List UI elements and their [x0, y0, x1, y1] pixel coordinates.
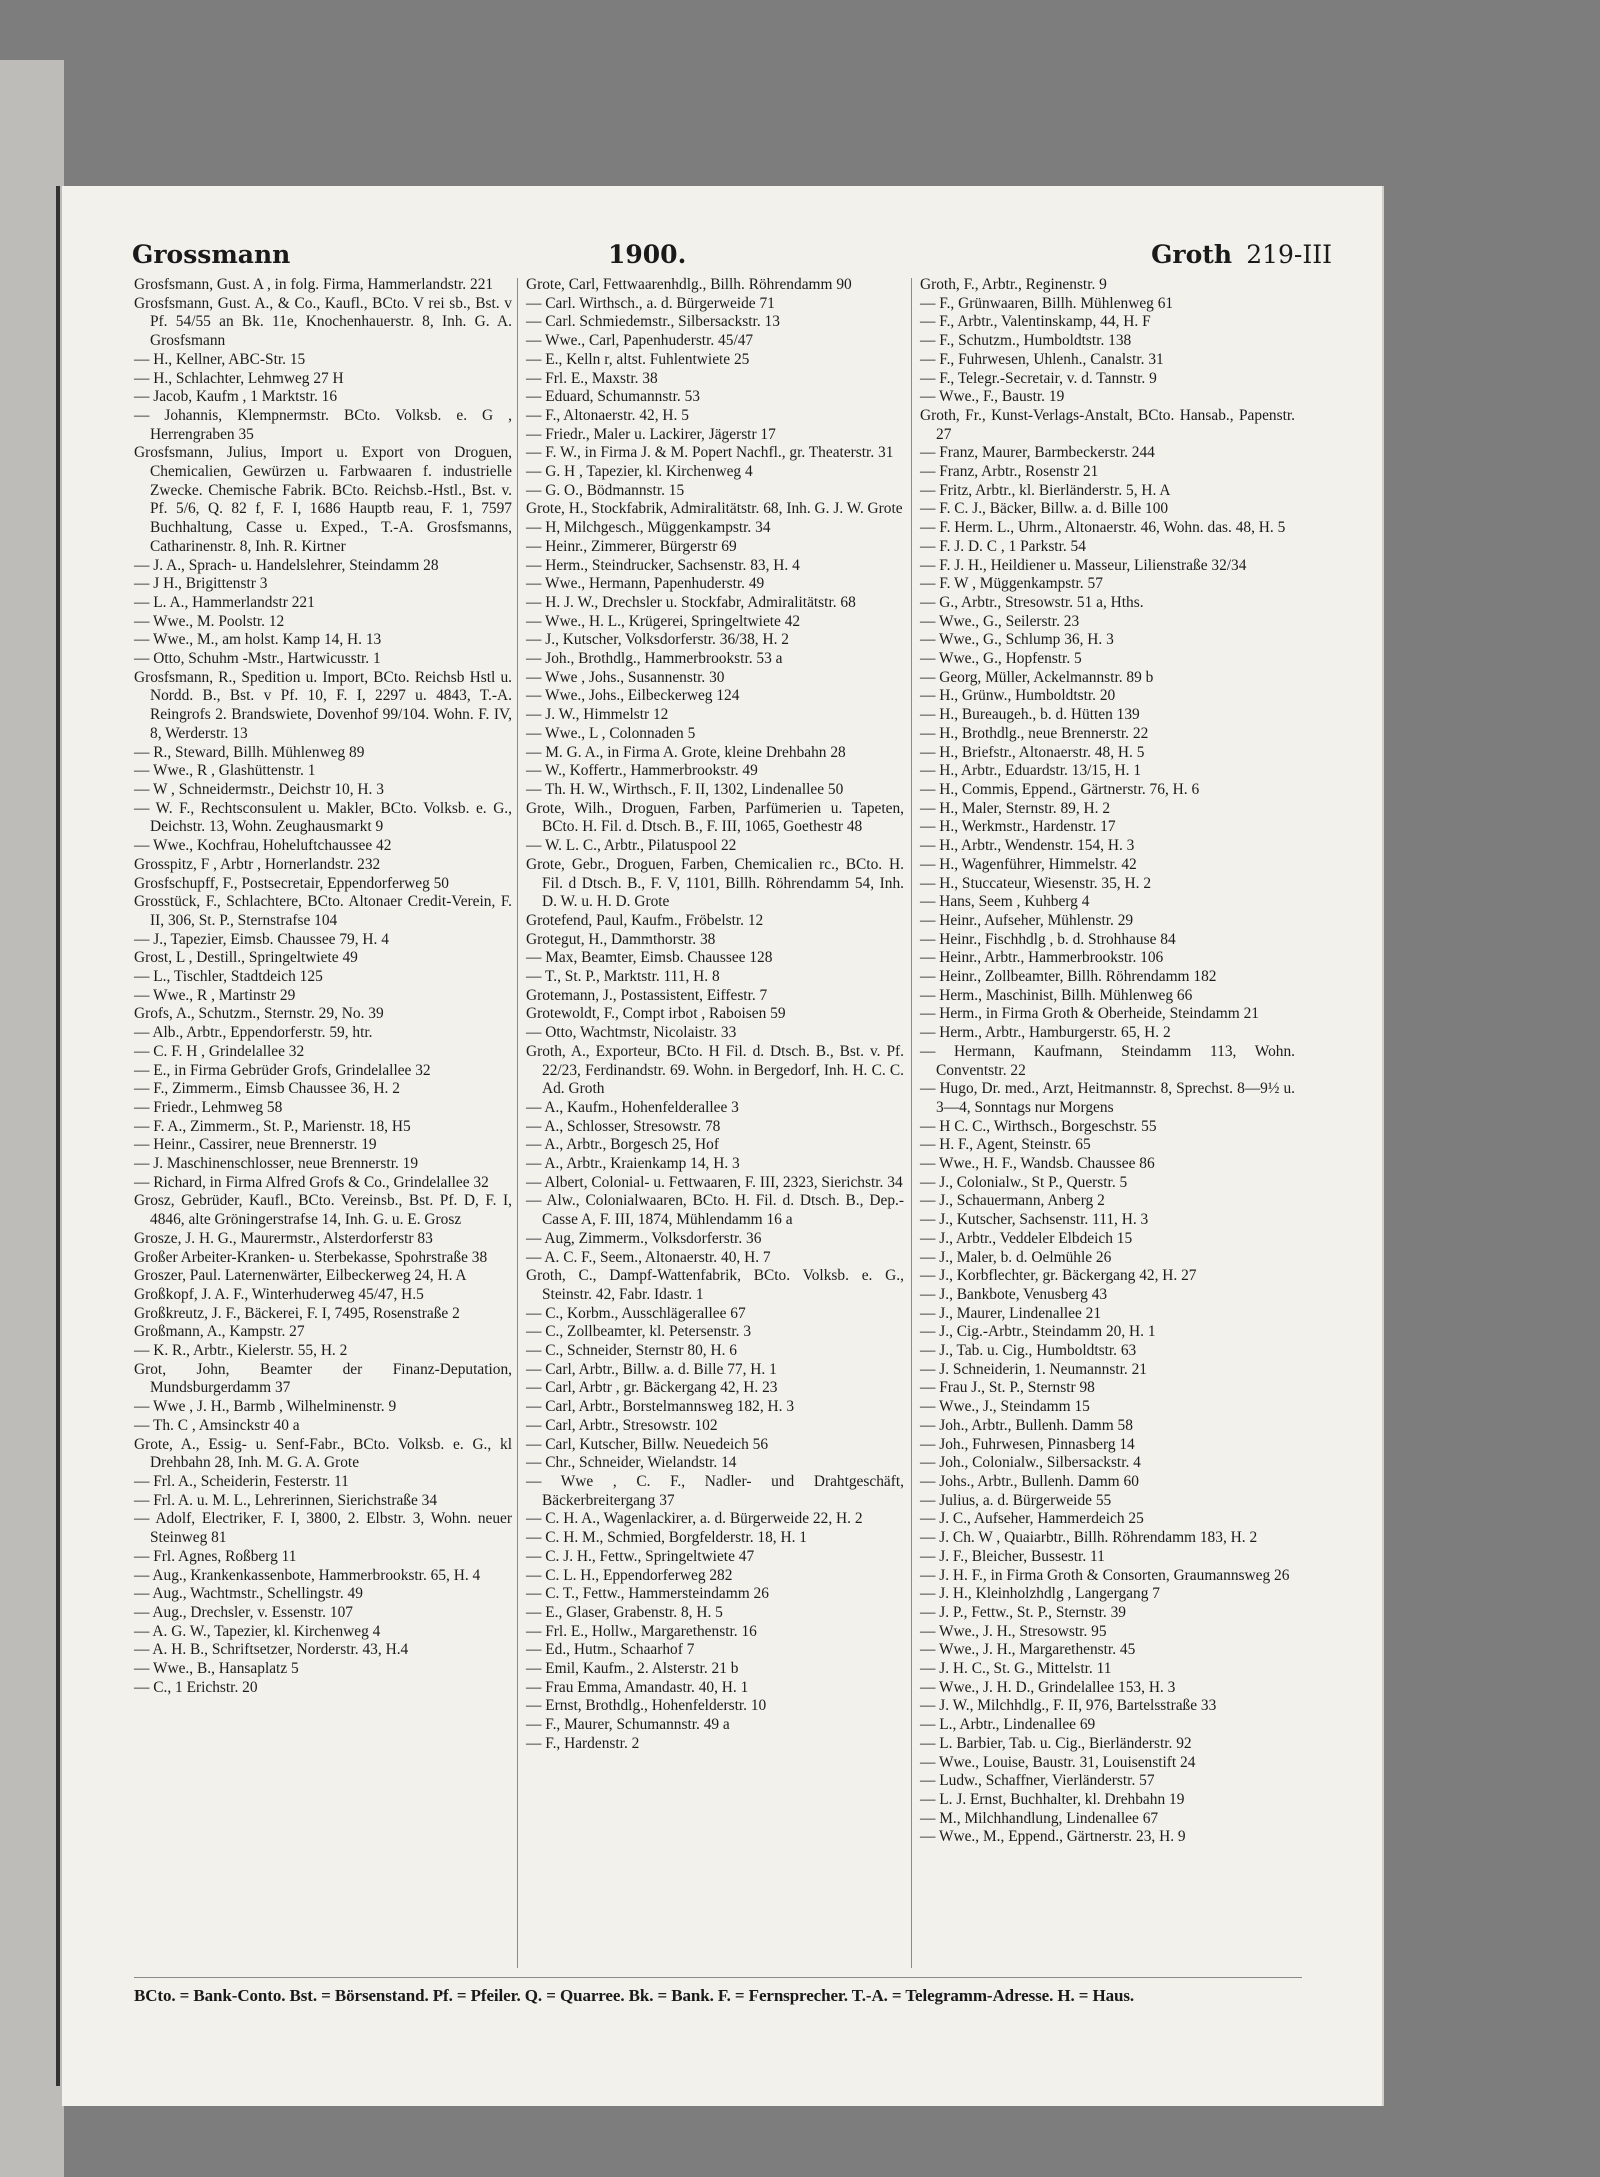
- directory-entry: — C. F. H , Grindelallee 32: [134, 1042, 305, 1060]
- directory-entry: — Frau J., St. P., Sternstr 98: [920, 1379, 1095, 1397]
- directory-entry: Grotewoldt, F., Compt irbot , Raboisen 59: [526, 1005, 786, 1023]
- directory-entry: — M. G. A., in Firma A. Grote, kleine Drehbahn 28: [526, 743, 846, 761]
- directory-entry: — T., St. P., Marktstr. 111, H. 8: [526, 968, 720, 986]
- directory-entry: — Eduard, Schumannstr. 53: [526, 388, 700, 406]
- directory-entry: — Wwe., M., am holst. Kamp 14, H. 13: [134, 631, 382, 649]
- directory-entry: — Ernst, Brothdlg., Hohenfelderstr. 10: [526, 1697, 767, 1715]
- directory-entry: — Aug., Krankenkassenbote, Hammerbrookstr. 65, H. 4: [134, 1566, 481, 1584]
- directory-entry: — Wwe., Hermann, Papenhuderstr. 49: [526, 575, 765, 593]
- directory-entry: — Heinr., Aufseher, Mühlenstr. 29: [920, 911, 1134, 929]
- directory-entry: — L. J. Ernst, Buchhalter, kl. Drehbahn 19: [920, 1790, 1185, 1808]
- directory-entry: — Wwe., Carl, Papenhuderstr. 45/47: [526, 332, 754, 350]
- directory-entry: — Carl, Arbtr , gr. Bäckergang 42, H. 23: [526, 1379, 778, 1397]
- directory-entry: — Alb., Arbtr., Eppendorferstr. 59, htr.: [134, 1024, 373, 1042]
- directory-entry: Großkreutz, J. F., Bäckerei, F. I, 7495, Rosenstraße 2: [134, 1304, 460, 1322]
- directory-entry: — Heinr., Zollbeamter, Billh. Röhrendamm 182: [920, 968, 1217, 986]
- directory-entry: — C. T., Fettw., Hammersteindamm 26: [526, 1585, 769, 1603]
- directory-entry: Grot, John, Beamter der Finanz-Deputation, Mundsburgerdamm 37: [134, 1360, 512, 1397]
- directory-entry: — C., 1 Erichstr. 20: [134, 1678, 258, 1696]
- directory-entry: — Wwe., H. L., Krügerei, Springeltwiete 42: [526, 612, 801, 630]
- directory-entry: — Wwe., G., Hopfenstr. 5: [920, 650, 1082, 668]
- directory-entry: — H., Schlachter, Lehmweg 27 H: [134, 369, 344, 387]
- directory-entry: — J. H. F., in Firma Groth & Consorten, Graumannsweg 26: [920, 1566, 1290, 1584]
- directory-entry: — F. J. D. C , 1 Parkstr. 54: [920, 537, 1086, 555]
- directory-entry: — C., Schneider, Sternstr 80, H. 6: [526, 1342, 737, 1360]
- directory-entry: — Johs., Arbtr., Bullenh. Damm 60: [920, 1473, 1139, 1490]
- directory-entry: — J., Korbflechter, gr. Bäckergang 42, H. 27: [920, 1267, 1197, 1285]
- directory-entry: — J. Schneiderin, 1. Neumannstr. 21: [920, 1360, 1147, 1378]
- directory-entry: — Jacob, Kaufm , 1 Marktstr. 16: [134, 388, 338, 406]
- directory-entry: — L., Tischler, Stadtdeich 125: [134, 968, 323, 986]
- column-2: [526, 276, 904, 1754]
- directory-entry: — A., Kaufm., Hohenfelderallee 3: [526, 1098, 739, 1116]
- directory-entry: — L. Barbier, Tab. u. Cig., Bierländerstr. 92: [920, 1734, 1192, 1752]
- directory-entry: — Ed., Hutm., Schaarhof 7: [526, 1641, 695, 1659]
- directory-entry: — L. A., Hammerlandstr 221: [134, 593, 315, 611]
- directory-entry: Groth, C., Dampf-Wattenfabrik, BCto. Volksb. e. G., Steinstr. 42, Fabr. Idastr. 1: [526, 1267, 904, 1303]
- directory-entry: — Max, Beamter, Eimsb. Chaussee 128: [526, 949, 773, 967]
- directory-entry: — J. H. C., St. G., Mittelstr. 11: [920, 1660, 1112, 1678]
- directory-entry: — F., Telegr.-Secretair, v. d. Tannstr. 9: [920, 369, 1157, 387]
- directory-entry: — J., Colonialw., St P., Querstr. 5: [920, 1173, 1128, 1191]
- directory-entry: — Joh., Fuhrwesen, Pinnasberg 14: [920, 1435, 1135, 1453]
- directory-entry: — Carl. Wirthsch., a. d. Bürgerweide 71: [526, 294, 775, 312]
- directory-entry: — J. W., Himmelstr 12: [526, 706, 669, 724]
- page-number: 219-III: [1246, 240, 1332, 269]
- directory-entry: — Frau Emma, Amandastr. 40, H. 1: [526, 1678, 749, 1696]
- directory-entry: — C. J. H., Fettw., Springeltwiete 47: [526, 1547, 755, 1565]
- directory-entry: Großer Arbeiter-Kranken- u. Sterbekasse, Spohrstraße 38: [134, 1248, 488, 1266]
- directory-entry: — F. C. J., Bäcker, Billw. a. d. Bille 100: [920, 500, 1169, 518]
- directory-entry: — Alw., Colonialwaaren, BCto. H. Fil. d. Dtsch. B., Dep.-Casse A, F. III, 1874, Mühlendamm 16 a: [526, 1192, 904, 1229]
- directory-entry: — Wwe , C. F., Nadler- und Drahtgeschäft, Bäckerbreitergang 37: [526, 1473, 904, 1509]
- directory-entry: — H., Werkmstr., Hardenstr. 17: [920, 818, 1116, 836]
- binding-shadow: [56, 186, 60, 2086]
- directory-entry: — Heinr., Arbtr., Hammerbrookstr. 106: [920, 949, 1164, 967]
- directory-entry: — H. J. W., Drechsler u. Stockfabr, Admiralitätstr. 68: [526, 593, 856, 611]
- directory-entry: — J., Schauermann, Anberg 2: [920, 1192, 1105, 1210]
- directory-entry: — Wwe., J., Steindamm 15: [920, 1398, 1090, 1416]
- directory-entry: — Emil, Kaufm., 2. Alsterstr. 21 b: [526, 1660, 739, 1678]
- directory-entry: — J., Kutscher, Volksdorferstr. 36/38, H. 2: [526, 631, 790, 649]
- directory-entry: — Wwe., J. H. D., Grindelallee 153, H. 3: [920, 1678, 1176, 1696]
- directory-entry: — F. Herm. L., Uhrm., Altonaerstr. 46, Wohn. das. 48, H. 5: [920, 519, 1286, 537]
- directory-entry: Grosfsmann, Gust. A., & Co., Kaufl., BCto. V rei sb., Bst. v Pf. 54/55 an Bk. 11e, Knochenhauerstr. 8, Inh. G. A. Grosfsmann: [134, 294, 512, 350]
- directory-entry: — Franz, Arbtr., Rosenstr 21: [920, 463, 1099, 481]
- directory-entry: — Wwe., L , Colonnaden 5: [526, 724, 696, 742]
- running-head-right: Groth: [1151, 240, 1232, 269]
- directory-entry: — Wwe , Johs., Susannenstr. 30: [526, 668, 725, 686]
- directory-entry: — Aug., Wachtmstr., Schellingstr. 49: [134, 1585, 363, 1603]
- directory-entry: — G. H , Tapezier, kl. Kirchenweg 4: [526, 463, 753, 481]
- directory-entry: — L., Arbtr., Lindenallee 69: [920, 1716, 1096, 1734]
- directory-entry: — F., Maurer, Schumannstr. 49 a: [526, 1716, 730, 1734]
- directory-entry: — Aug., Drechsler, v. Essenstr. 107: [134, 1603, 353, 1621]
- directory-entry: — H., Brothdlg., neue Brennerstr. 22: [920, 724, 1149, 742]
- directory-entry: — Georg, Müller, Ackelmannstr. 89 b: [920, 668, 1154, 686]
- directory-entry: Groth, Fr., Kunst-Verlags-Anstalt, BCto. Hansab., Papenstr. 27: [920, 406, 1295, 443]
- directory-entry: — Wwe., G., Seilerstr. 23: [920, 612, 1080, 630]
- directory-entry: — F. J. H., Heildiener u. Masseur, Lilienstraße 32/34: [920, 556, 1247, 574]
- directory-entry: — H., Kellner, ABC-Str. 15: [134, 350, 306, 368]
- directory-entry: — Wwe., M. Poolstr. 12: [134, 612, 285, 630]
- directory-entry: — J. A., Sprach- u. Handelslehrer, Steindamm 28: [134, 556, 439, 574]
- directory-entry: Grote, Carl, Fettwaarenhdlg., Billh. Röhrendamm 90: [526, 276, 852, 293]
- directory-entry: — Heinr., Fischhdlg , b. d. Strohhause 84: [920, 930, 1176, 948]
- directory-entry: — A., Schlosser, Stresowstr. 78: [526, 1117, 721, 1135]
- directory-entry: — H., Commis, Eppend., Gärtnerstr. 76, H. 6: [920, 780, 1200, 798]
- directory-entry: — H., Arbtr., Eduardstr. 13/15, H. 1: [920, 762, 1142, 780]
- directory-entry: — H., Briefstr., Altonaerstr. 48, H. 5: [920, 743, 1145, 761]
- directory-entry: — C. L. H., Eppendorferweg 282: [526, 1566, 733, 1584]
- directory-entry: — F., Hardenstr. 2: [526, 1734, 640, 1752]
- directory-entry: — E., Kelln r, altst. Fuhlentwiete 25: [526, 350, 750, 368]
- directory-entry: Grosfsmann, R., Spedition u. Import, BCto. Reichsb Hstl u. Nordd. B., Bst. v Pf. 10, F. I, 2297 u. 4843, T.-A. Reingrofs 2. Brandswiete, Dovenhof 99/104. Wohn. F. IV, 8, Werderstr. 13: [134, 668, 512, 742]
- directory-entry: — Joh., Arbtr., Bullenh. Damm 58: [920, 1416, 1133, 1434]
- running-head-year: 1900.: [608, 240, 687, 269]
- directory-entry: Grote, A., Essig- u. Senf-Fabr., BCto. Volksb. e. G., kl Drehbahn 28, Inh. M. G. A. Grote: [134, 1435, 512, 1472]
- directory-entry: — Th. H. W., Wirthsch., F. II, 1302, Lindenallee 50: [526, 780, 844, 798]
- directory-entry: Großmann, A., Kampstr. 27: [134, 1323, 305, 1341]
- directory-entry: Grosstück, F., Schlachtere, BCto. Altonaer Credit-Verein, F. II, 306, St. P., Sternstrafse 104: [134, 893, 512, 929]
- directory-entry: — Carl, Arbtr., Borstelmannsweg 182, H. 3: [526, 1398, 795, 1416]
- directory-entry: — F. W., in Firma J. & M. Popert Nachfl., gr. Theaterstr. 31: [526, 444, 894, 462]
- directory-entry: — Joh., Colonialw., Silbersackstr. 4: [920, 1454, 1141, 1472]
- directory-entry: — M., Milchhandlung, Lindenallee 67: [920, 1809, 1159, 1827]
- directory-entry: Grosfsmann, Julius, Import u. Export von Droguen, Chemicalien, Gewürzen u. Farbwaaren f. industrielle Zwecke. Chemische Fabrik. BCto. Reichsb.-Hstl., Bst. v. Pf. 5/6, Q. 82 f, F. I, 1686 Hauptb reau, F. 1, 7597 Buchhaltung, Casse u. Exped., T.-A. Grosfsmanns, Catharinenstr. 8, Inh. R. Kirtner: [134, 444, 512, 555]
- directory-entry: — W. F., Rechtsconsulent u. Makler, BCto. Volksb. e. G., Deichstr. 13, Wohn. Zeughausmarkt 9: [134, 799, 512, 836]
- directory-entry: — Wwe., F., Baustr. 19: [920, 388, 1065, 406]
- directory-entry: — E., in Firma Gebrüder Grofs, Grindelallee 32: [134, 1061, 431, 1079]
- directory-entry: — Wwe., Johs., Eilbeckerweg 124: [526, 687, 740, 705]
- directory-entry: — H, Milchgesch., Müggenkampstr. 34: [526, 519, 771, 537]
- directory-entry: — C. H. A., Wagenlackirer, a. d. Bürgerweide 22, H. 2: [526, 1510, 863, 1528]
- directory-entry: Grosz, Gebrüder, Kaufl., BCto. Vereinsb., Bst. Pf. D, F. I, 4846, alte Gröningerstrafse 14, Inh. G. u. E. Grosz: [134, 1192, 512, 1229]
- directory-entry: — J., Kutscher, Sachsenstr. 111, H. 3: [920, 1211, 1149, 1229]
- directory-entry: — J. Ch. W , Quaiarbtr., Billh. Röhrendamm 183, H. 2: [920, 1529, 1258, 1547]
- directory-entry: — W. L. C., Arbtr., Pilatuspool 22: [526, 837, 737, 855]
- directory-entry: Groszer, Paul. Laternenwärter, Eilbeckerweg 24, H. A: [134, 1267, 467, 1285]
- directory-entry: — J. F., Bleicher, Bussestr. 11: [920, 1547, 1105, 1565]
- directory-entry: — Hermann, Kaufmann, Steindamm 113, Wohn. Conventstr. 22: [920, 1042, 1295, 1079]
- directory-entry: — J., Tab. u. Cig., Humboldtstr. 63: [920, 1342, 1137, 1360]
- directory-entry: — H. F., Agent, Steinstr. 65: [920, 1136, 1091, 1154]
- page-header: [132, 240, 1332, 270]
- directory-entry: — J. Maschinenschlosser, neue Brennerstr. 19: [134, 1155, 419, 1173]
- directory-entry: — Johannis, Klempnermstr. BCto. Volksb. e. G , Herrengraben 35: [134, 406, 512, 443]
- directory-entry: — H., Wagenführer, Himmelstr. 42: [920, 855, 1137, 873]
- directory-entry: — Aug, Zimmerm., Volksdorferstr. 36: [526, 1229, 762, 1247]
- column-divider: [517, 278, 518, 1968]
- directory-entry: — Hugo, Dr. med., Arzt, Heitmannstr. 8, Sprechst. 8—9½ u. 3—4, Sonntags nur Morgens: [920, 1080, 1295, 1116]
- directory-entry: — C., Zollbeamter, kl. Petersenstr. 3: [526, 1323, 752, 1341]
- directory-entry: — Wwe., G., Schlump 36, H. 3: [920, 631, 1114, 649]
- directory-entry: Grote, Gebr., Droguen, Farben, Chemicalien rc., BCto. H. Fil. d Dtsch. B., F. V, 1101, Billh. Röhrendamm 54, Inh. D. W. u. H. D. Grote: [526, 855, 904, 911]
- directory-entry: — H., Bureaugeh., b. d. Hütten 139: [920, 706, 1140, 724]
- directory-entry: — Julius, a. d. Bürgerweide 55: [920, 1491, 1112, 1509]
- directory-page: [62, 186, 1382, 2106]
- directory-entry: — Carl, Kutscher, Billw. Neuedeich 56: [526, 1435, 769, 1453]
- directory-entry: — C. H. M., Schmied, Borgfelderstr. 18, H. 1: [526, 1529, 808, 1547]
- directory-entry: — J. W., Milchhdlg., F. II, 976, Bartelsstraße 33: [920, 1697, 1217, 1715]
- directory-entry: — Fritz, Arbtr., kl. Bierländerstr. 5, H. A: [920, 481, 1171, 499]
- directory-entry: — Friedr., Maler u. Lackirer, Jägerstr 17: [526, 425, 776, 443]
- directory-entry: — F., Grünwaaren, Billh. Mühlenweg 61: [920, 294, 1174, 312]
- directory-entry: — J., Cig.-Arbtr., Steindamm 20, H. 1: [920, 1323, 1156, 1341]
- directory-entry: — H C. C., Wirthsch., Borgeschstr. 55: [920, 1117, 1157, 1135]
- directory-entry: — G. O., Bödmannstr. 15: [526, 481, 685, 499]
- directory-entry: — Franz, Maurer, Barmbeckerstr. 244: [920, 444, 1155, 462]
- directory-entry: Grotegut, H., Dammthorstr. 38: [526, 930, 716, 948]
- directory-entry: Grosspitz, F , Arbtr , Hornerlandstr. 232: [134, 855, 381, 873]
- directory-entry: — J., Maler, b. d. Oelmühle 26: [920, 1248, 1112, 1266]
- directory-entry: — Otto, Wachtmstr, Nicolaistr. 33: [526, 1024, 737, 1042]
- directory-entry: — Adolf, Electriker, F. I, 3800, 2. Elbstr. 3, Wohn. neuer Steinweg 81: [134, 1510, 512, 1547]
- directory-entry: — C., Korbm., Ausschlägerallee 67: [526, 1304, 746, 1322]
- directory-entry: — F. A., Zimmerm., St. P., Marienstr. 18, H5: [134, 1117, 411, 1135]
- directory-entry: — J. P., Fettw., St. P., Sternstr. 39: [920, 1603, 1126, 1621]
- directory-entry: — F. W , Müggenkampstr. 57: [920, 575, 1103, 593]
- directory-entry: — F., Arbtr., Valentinskamp, 44, H. F: [920, 313, 1151, 331]
- column-3: [920, 276, 1295, 1847]
- directory-entry: Grotefend, Paul, Kaufm., Fröbelstr. 12: [526, 911, 764, 929]
- directory-entry: — Albert, Colonial- u. Fettwaaren, F. III, 2323, Sierichstr. 34: [526, 1173, 903, 1191]
- directory-entry: — Herm., Arbtr., Hamburgerstr. 65, H. 2: [920, 1024, 1171, 1042]
- directory-entry: — Carl, Arbtr., Stresowstr. 102: [526, 1416, 718, 1434]
- directory-entry: — Wwe., R , Glashüttenstr. 1: [134, 762, 316, 780]
- directory-entry: — A., Arbtr., Kraienkamp 14, H. 3: [526, 1155, 740, 1173]
- directory-entry: — Herm., Maschinist, Billh. Mühlenweg 66: [920, 986, 1193, 1004]
- directory-entry: — J., Maurer, Lindenallee 21: [920, 1304, 1102, 1322]
- directory-entry: — W , Schneidermstr., Deichstr 10, H. 3: [134, 780, 384, 798]
- directory-entry: — F., Zimmerm., Eimsb Chaussee 36, H. 2: [134, 1080, 400, 1098]
- directory-entry: — W., Koffertr., Hammerbrookstr. 49: [526, 762, 758, 780]
- directory-entry: — Herm., Steindrucker, Sachsenstr. 83, H. 4: [526, 556, 800, 574]
- directory-entry: — F., Schutzm., Humboldtstr. 138: [920, 332, 1132, 350]
- left-page-edge: [0, 60, 64, 2177]
- directory-entry: — Carl. Schmiedemstr., Silbersackstr. 13: [526, 313, 780, 331]
- running-head-left: Grossmann: [132, 240, 291, 269]
- directory-entry: — F., Altonaerstr. 42, H. 5: [526, 406, 689, 424]
- directory-entry: — J H., Brigittenstr 3: [134, 575, 268, 593]
- directory-entry: — J., Arbtr., Veddeler Elbdeich 15: [920, 1229, 1133, 1247]
- directory-entry: — E., Glaser, Grabenstr. 8, H. 5: [526, 1603, 723, 1621]
- directory-entry: — Heinr., Zimmerer, Bürgerstr 69: [526, 537, 737, 555]
- column-1: [134, 276, 512, 1697]
- directory-entry: — Richard, in Firma Alfred Grofs & Co., Grindelallee 32: [134, 1173, 489, 1191]
- column-divider: [911, 278, 912, 1968]
- directory-entry: — A. H. B., Schriftsetzer, Norderstr. 43, H.4: [134, 1641, 409, 1659]
- directory-entry: Grost, L , Destill., Springeltwiete 49: [134, 949, 358, 967]
- directory-entry: — Wwe., M., Eppend., Gärtnerstr. 23, H. 9: [920, 1828, 1186, 1846]
- directory-entry: — K. R., Arbtr., Kielerstr. 55, H. 2: [134, 1342, 348, 1360]
- directory-entry: — Carl, Arbtr., Billw. a. d. Bille 77, H. 1: [526, 1360, 777, 1378]
- directory-entry: Groth, A., Exporteur, BCto. H Fil. d. Dtsch. B., Bst. v. Pf. 22/23, Ferdinandstr. 69. Wohn. in Bergedorf, Inh. H. C. C. Ad. Groth: [526, 1042, 904, 1098]
- directory-entry: — Frl. Agnes, Roßberg 11: [134, 1547, 297, 1565]
- directory-entry: — Wwe., J. H., Margarethenstr. 45: [920, 1641, 1136, 1659]
- directory-entry: — Th. C , Amsinckstr 40 a: [134, 1416, 300, 1434]
- directory-entry: — J., Bankbote, Venusberg 43: [920, 1285, 1108, 1303]
- directory-entry: — Wwe , J. H., Barmb , Wilhelminenstr. 9: [134, 1398, 397, 1416]
- directory-entry: — Frl. A., Scheiderin, Festerstr. 11: [134, 1473, 349, 1490]
- directory-entry: — Frl. A. u. M. L., Lehrerinnen, Sierichstraße 34: [134, 1491, 438, 1509]
- directory-entry: Grosfschupff, F., Postsecretair, Eppendorferweg 50: [134, 874, 450, 892]
- directory-entry: — Wwe., B., Hansaplatz 5: [134, 1660, 299, 1678]
- directory-entry: Grosze, J. H. G., Maurermstr., Alsterdorferstr 83: [134, 1229, 433, 1247]
- directory-entry: — H., Arbtr., Wendenstr. 154, H. 3: [920, 837, 1135, 855]
- directory-entry: Großkopf, J. A. F., Winterhuderweg 45/47, H.5: [134, 1285, 424, 1303]
- directory-entry: — J., Tapezier, Eimsb. Chaussee 79, H. 4: [134, 930, 389, 948]
- directory-entry: Grote, Wilh., Droguen, Farben, Parfümerien u. Tapeten, BCto. H. Fil. d. Dtsch. B., F. III, 1065, Goethestr 48: [526, 799, 904, 836]
- directory-entry: — H., Maler, Sternstr. 89, H. 2: [920, 799, 1111, 817]
- directory-entry: — H., Stuccateur, Wiesenstr. 35, H. 2: [920, 874, 1152, 892]
- directory-entry: — H., Grünw., Humboldtstr. 20: [920, 687, 1116, 705]
- directory-entry: Grote, H., Stockfabrik, Admiralitätstr. 68, Inh. G. J. W. Grote: [526, 500, 903, 518]
- directory-entry: — Friedr., Lehmweg 58: [134, 1098, 283, 1116]
- directory-entry: — R., Steward, Billh. Mühlenweg 89: [134, 743, 365, 761]
- directory-entry: — J. C., Aufseher, Hammerdeich 25: [920, 1510, 1144, 1528]
- directory-entry: — Hans, Seem , Kuhberg 4: [920, 893, 1090, 911]
- directory-entry: — A. C. F., Seem., Altonaerstr. 40, H. 7: [526, 1248, 771, 1266]
- directory-entry: Grofs, A., Schutzm., Sternstr. 29, No. 39: [134, 1005, 384, 1023]
- directory-entry: — Herm., in Firma Groth & Oberheide, Steindamm 21: [920, 1005, 1259, 1023]
- directory-entry: — Heinr., Cassirer, neue Brennerstr. 19: [134, 1136, 377, 1154]
- directory-entry: — Wwe., J. H., Stresowstr. 95: [920, 1622, 1107, 1640]
- directory-entry: — Ludw., Schaffner, Vierländerstr. 57: [920, 1772, 1155, 1790]
- directory-entry: — Chr., Schneider, Wielandstr. 14: [526, 1454, 737, 1472]
- directory-entry: — G., Arbtr., Stresowstr. 51 a, Hths.: [920, 593, 1144, 611]
- directory-entry: — Wwe., Louise, Baustr. 31, Louisenstift 24: [920, 1753, 1196, 1771]
- directory-entry: — Otto, Schuhm -Mstr., Hartwicusstr. 1: [134, 650, 381, 668]
- directory-entry: — A. G. W., Tapezier, kl. Kirchenweg 4: [134, 1622, 381, 1640]
- directory-entry: — Joh., Brothdlg., Hammerbrookstr. 53 a: [526, 650, 783, 668]
- abbreviation-legend: BCto. = Bank-Conto. Bst. = Börsenstand. Pf. = Pfeiler. Q. = Quarree. Bk. = Bank. F. = Fernsprecher. T.-A. = Telegramm-Adresse. H. = Haus.: [134, 1977, 1302, 2006]
- directory-entry: — Wwe., Kochfrau, Hoheluftchaussee 42: [134, 837, 392, 855]
- directory-entry: — F., Fuhrwesen, Uhlenh., Canalstr. 31: [920, 350, 1164, 368]
- directory-entry: — Wwe., H. F., Wandsb. Chaussee 86: [920, 1155, 1155, 1173]
- directory-entry: — Wwe., R , Martinstr 29: [134, 986, 296, 1004]
- directory-entry: — Frl. E., Hollw., Margarethenstr. 16: [526, 1622, 757, 1640]
- directory-entry: — A., Arbtr., Borgesch 25, Hof: [526, 1136, 719, 1154]
- directory-entry: Groth, F., Arbtr., Reginenstr. 9: [920, 276, 1107, 293]
- directory-entry: Grotemann, J., Postassistent, Eiffestr. 7: [526, 986, 768, 1004]
- directory-entry: Grosfsmann, Gust. A , in folg. Firma, Hammerlandstr. 221: [134, 276, 494, 293]
- directory-entry: — J. H., Kleinholzhdlg , Langergang 7: [920, 1585, 1160, 1603]
- directory-entry: — Frl. E., Maxstr. 38: [526, 369, 658, 387]
